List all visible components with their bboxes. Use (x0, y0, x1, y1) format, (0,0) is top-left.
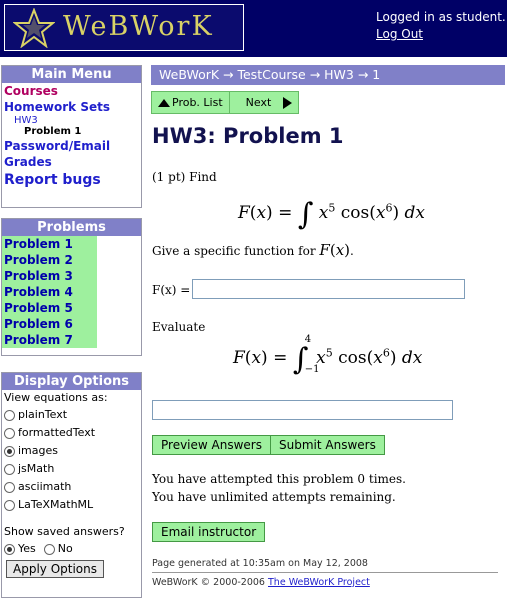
mode-option-plaintext[interactable] (2, 406, 141, 424)
mode-label: images (18, 444, 58, 457)
footer-divider (152, 572, 498, 573)
problem-intro: (1 pt) Find (152, 170, 217, 184)
attempts-remaining-text: You have unlimited attempts remaining. (152, 490, 396, 504)
mode-label: asciimath (18, 480, 72, 493)
problem-link-5[interactable]: Problem 5 (2, 300, 97, 316)
mode-option-asciimath[interactable] (2, 478, 141, 496)
homework-sets-link[interactable]: Homework Sets (4, 100, 110, 114)
apply-options-button[interactable]: Apply Options (6, 560, 104, 578)
webwork-project-link[interactable]: The WeBWorK Project (268, 577, 370, 588)
mode-label: LaTeXMathML (18, 498, 94, 511)
problem-link-1[interactable]: Problem 1 (2, 236, 97, 252)
saved-answers-options (2, 540, 141, 558)
logo-text: WeBWorK (63, 11, 214, 42)
login-status-text: Logged in as student. (376, 10, 506, 24)
grades-link[interactable]: Grades (4, 155, 52, 169)
saved-answers-label: Show saved answers? (4, 525, 125, 538)
copyright-line (152, 577, 370, 588)
radio-icon[interactable] (4, 428, 15, 439)
current-problem-label: Problem 1 (24, 126, 82, 137)
arrow-right-icon (283, 97, 292, 109)
radio-icon[interactable] (4, 464, 15, 475)
mode-label: plainText (18, 408, 68, 421)
prob-list-label: Prob. List (172, 96, 223, 109)
problem-link-6[interactable]: Problem 6 (2, 316, 97, 332)
attempts-count-text: You have attempted this problem 0 times. (152, 472, 406, 486)
page-header (0, 0, 507, 57)
mode-label: formattedText (18, 426, 96, 439)
integral-equation-1: F(x) = ∫ $x^5$ $\cos(x^6)$ dx (238, 197, 425, 232)
page-title: HW3: Problem 1 (152, 124, 344, 148)
login-status (376, 9, 506, 43)
mode-option-latexmathml[interactable] (2, 496, 141, 514)
radio-yes-icon[interactable] (4, 544, 15, 555)
submit-answers-button[interactable]: Submit Answers (270, 435, 385, 455)
preview-answers-button[interactable]: Preview Answers (152, 435, 271, 455)
report-bugs-link[interactable]: Report bugs (4, 172, 101, 188)
webwork-logo[interactable] (4, 4, 244, 51)
yes-label: Yes (18, 542, 36, 555)
prompt-text: Give a specific function for (152, 244, 316, 258)
mode-option-formattedtext[interactable] (2, 424, 141, 442)
answer-input-1[interactable] (192, 279, 465, 299)
star-logo-icon (13, 8, 55, 48)
next-button[interactable] (229, 92, 299, 113)
mode-option-jsmath[interactable] (2, 460, 141, 478)
mode-option-images[interactable] (2, 442, 141, 460)
courses-link[interactable]: Courses (4, 84, 58, 98)
answer-input-2[interactable] (152, 400, 453, 420)
problem-nav-bar (151, 91, 299, 114)
problem-link-4[interactable]: Problem 4 (2, 284, 97, 300)
radio-selected-icon[interactable] (4, 446, 15, 457)
logout-link[interactable]: Log Out (376, 27, 424, 41)
problems-menu (1, 218, 142, 356)
main-menu-title: Main Menu (2, 66, 141, 83)
mode-label: jsMath (18, 462, 55, 475)
radio-icon[interactable] (4, 500, 15, 511)
fx-inline-math: F(x) (319, 241, 351, 259)
radio-icon[interactable] (4, 482, 15, 493)
problems-menu-title: Problems (2, 219, 141, 236)
problem-link-2[interactable]: Problem 2 (2, 252, 97, 268)
page-generated-text: Page generated at 10:35am on May 12, 2008 (152, 558, 368, 569)
specific-function-prompt: Give a specific function for F(x). (152, 241, 354, 259)
set-hw3-link[interactable]: HW3 (14, 115, 38, 126)
problem-link-7[interactable]: Problem 7 (2, 332, 97, 348)
integral-equation-2: F(x) = ∫ 4 −1 $x^5$ $\cos(x^6)$ dx (233, 334, 423, 377)
arrow-up-icon (158, 99, 170, 107)
radio-icon[interactable] (4, 410, 15, 421)
copyright-text: WeBWorK © 2000-2006 (152, 577, 265, 588)
email-instructor-button[interactable]: Email instructor (152, 522, 265, 542)
no-label: No (57, 542, 73, 555)
next-label: Next (245, 96, 272, 109)
prob-list-button[interactable] (152, 92, 229, 113)
password-email-link[interactable]: Password/Email (4, 139, 111, 153)
view-equations-label: View equations as: (4, 391, 108, 404)
display-options (1, 372, 142, 598)
fx-answer-label: F(x) = (152, 283, 191, 297)
evaluate-label: Evaluate (152, 320, 206, 334)
breadcrumb: WeBWorK → TestCourse → HW3 → 1 (151, 65, 505, 85)
radio-no-icon[interactable] (44, 544, 55, 555)
display-options-title: Display Options (2, 373, 141, 390)
main-menu (1, 65, 142, 208)
problem-link-3[interactable]: Problem 3 (2, 268, 97, 284)
